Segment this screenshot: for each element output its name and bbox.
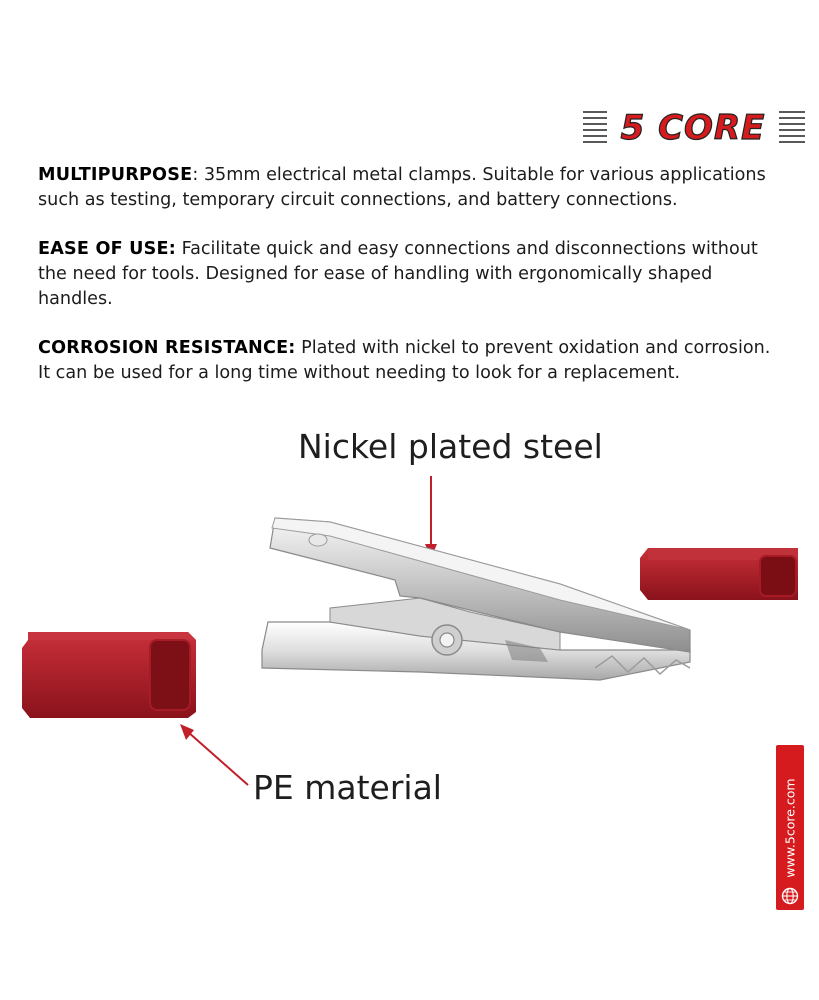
feature-text: 35mm electrical metal clamps. Suitable for various applications such as testing, temporary circuit connections, and battery connections. [38,165,766,210]
feature-list [38,163,788,410]
feature-ease-of-use [38,237,788,312]
website-link[interactable]: www.5core.com [782,777,798,878]
red-arrow-icon [180,724,248,785]
feature-heading: MULTIPURPOSE [38,165,193,185]
red-insulator-cap-icon [640,548,798,600]
feature-multipurpose [38,163,788,213]
red-arrow-icon [425,476,437,558]
alligator-clip-icon [262,518,690,680]
feature-text: Facilitate quick and easy connections and disconnections without the need for tools. Designed for ease of handling with ergonomically shaped handles. [38,239,758,309]
website-tab[interactable] [776,745,804,910]
callout-pe-material: PE material [253,768,442,807]
brand-logo [583,106,805,148]
product-illustration [0,460,819,800]
feature-heading: EASE OF USE: [38,239,176,259]
callout-nickel-plated-steel: Nickel plated steel [298,427,603,466]
red-insulator-cap-icon [22,632,196,718]
feature-corrosion-resistance [38,336,788,386]
logo-text: 5 CORE [620,108,766,148]
feature-heading: CORROSION RESISTANCE: [38,338,296,358]
feature-text: Plated with nickel to prevent oxidation and corrosion. It can be used for a long time without needing to look for a replacement. [38,338,771,383]
feature-separator: : [192,165,204,185]
globe-icon [781,887,799,905]
